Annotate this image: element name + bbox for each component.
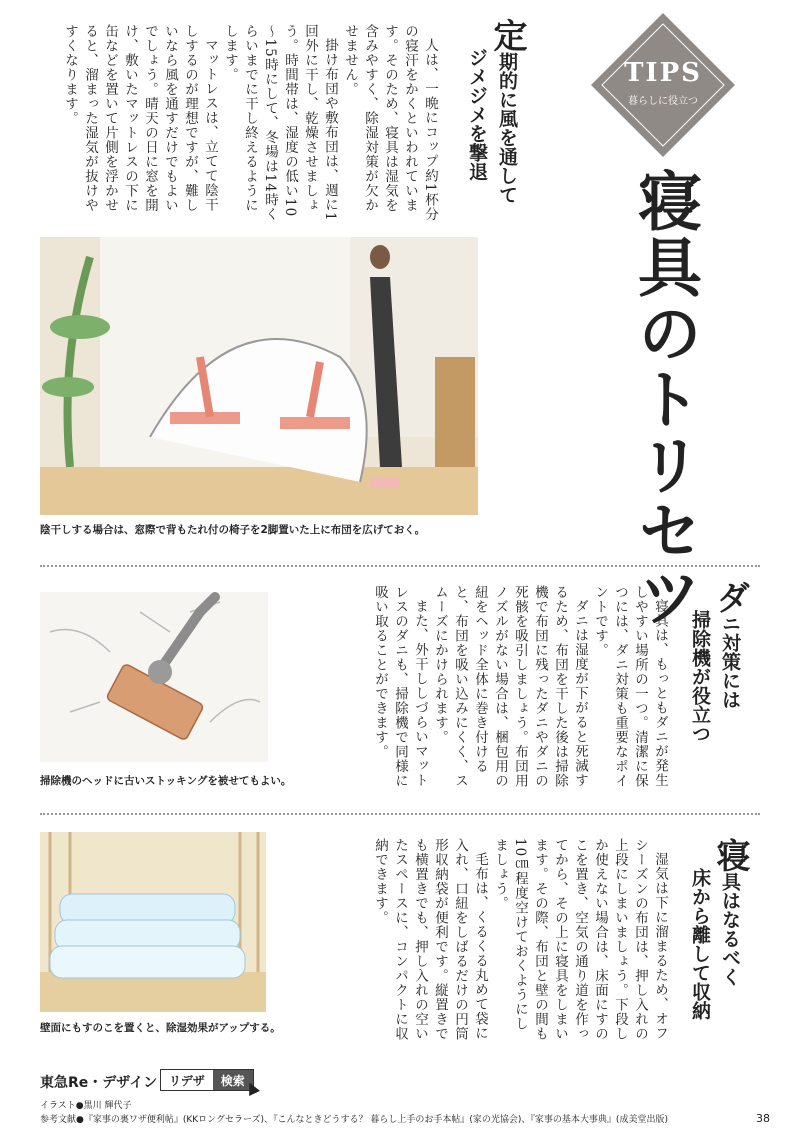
brand-name: 東急Re・デザイン xyxy=(40,1075,158,1091)
section-divider xyxy=(40,565,760,567)
section3-heading xyxy=(685,838,750,1038)
section1-heading-rest: 期的に風を通して xyxy=(496,52,518,204)
section2-heading-rest: ニ対策には xyxy=(719,614,741,709)
search-box[interactable] xyxy=(160,1069,254,1091)
section3-caption: 壁面にもすのこを置くと、除湿効果がアップする。 xyxy=(40,1022,281,1034)
section3-paragraph: 湿気は下に溜まるため、オフシーズンの布団は、押し入れの上段にしまいましょう。下段しか使えない場合は、床面にすのこを置き、空気の通り道を作ってから、その上に寝具をしまいます。その際、布団と壁の間も10㎝程度空けておくようにしましょう。 xyxy=(492,838,668,1041)
section1-paragraph: マットレスは、立てて陰干しするのが理想ですが、難しいなら風を通すだけでもよいでしょう。晴天の日に窓を開け、敷いたマットレスの下に缶などを置いて片側を浮かせると、溜まった湿気が抜けやすくなります。 xyxy=(62,24,218,213)
futon-airing-illustration xyxy=(40,237,478,515)
section2-initial: ダ xyxy=(710,580,750,614)
references: 参考文献●『家事の裏ワザ便利帖』(KKロングセラーズ)、『こんなときどうする？ 暮らし上手のお手本帖』(家の光協会)、『家事の基本大事典』(成美堂出版) xyxy=(40,1115,668,1125)
section3-paragraph: 毛布は、くるくる丸めて袋に入れ、口紐をしばるだけの円筒形収納袋が便利です。縦置きでも横置きでも、押し入れの空いたスペースに、コンパクトに収納できます。 xyxy=(372,838,488,1041)
section2-paragraph: 寝具は、もっともダニが発生しやすい場所の一つ。清潔に保つには、ダニ対策も重要なポイントです。 xyxy=(592,585,668,788)
page-number: 38 xyxy=(756,1112,770,1125)
vacuum-illustration xyxy=(40,592,268,762)
section1-caption: 陰干しする場合は、窓際で背もたれ付の椅子を2脚置いた上に布団を広げておく。 xyxy=(40,524,426,536)
section2-paragraph: また、外干ししづらいマットレスのダニも、掃除機で同様に吸い取ることができます。 xyxy=(372,585,428,788)
section2-caption: 掃除機のヘッドに古いストッキングを被せてもよい。 xyxy=(40,775,292,787)
section2-heading xyxy=(685,580,750,780)
section1-paragraph: 掛け布団や敷布団は、週に1回外に干し、乾燥させましょう。時間帯は、湿度の低い10～15時にして、冬場は14時くらいまでに干し終えるようにします。 xyxy=(222,24,338,222)
section2-paragraph: ダニは湿度が下がると死滅するため、布団を干した後は掃除機で布団に残ったダニやダニの死骸を吸引しましょう。布団用ノズルがない場合は、梱包用の紐をヘッド全体に巻き付けると、布団を吸い込みにくく、スムーズにかけられます。 xyxy=(432,585,588,788)
tips-badge xyxy=(588,10,738,160)
section3-heading-line2: 床から離して収納 xyxy=(689,868,711,1020)
section3-heading-rest: 具はなるべく xyxy=(719,872,741,986)
page-title: 寝具のトリセツ xyxy=(627,168,702,630)
section-divider xyxy=(40,813,760,815)
search-term: リデザ xyxy=(161,1070,213,1090)
section1-body xyxy=(20,24,440,224)
tips-title: TIPS xyxy=(624,58,702,88)
section1-heading xyxy=(462,18,527,218)
section1-initial: 定 xyxy=(487,18,527,52)
section2-heading-line2: 掃除機が役立つ xyxy=(689,610,711,743)
section1-paragraph: 人は、一晩にコップ約1杯分の寝汗をかくといわれています。そのため、寝具は湿気を含みやすく、除湿対策が欠かせません。 xyxy=(342,24,438,222)
futon-storage-illustration xyxy=(40,832,266,1012)
section2-body xyxy=(290,585,670,795)
search-button[interactable]: 検索 xyxy=(213,1070,253,1090)
section3-body xyxy=(270,838,670,1043)
illustration-credit: イラスト●黒川 輝代子 xyxy=(40,1101,132,1111)
tips-subtitle: 暮らしに役立つ xyxy=(628,96,698,107)
section1-heading-line2: ジメジメを撃退 xyxy=(466,48,488,181)
section3-initial: 寝 xyxy=(710,838,750,872)
